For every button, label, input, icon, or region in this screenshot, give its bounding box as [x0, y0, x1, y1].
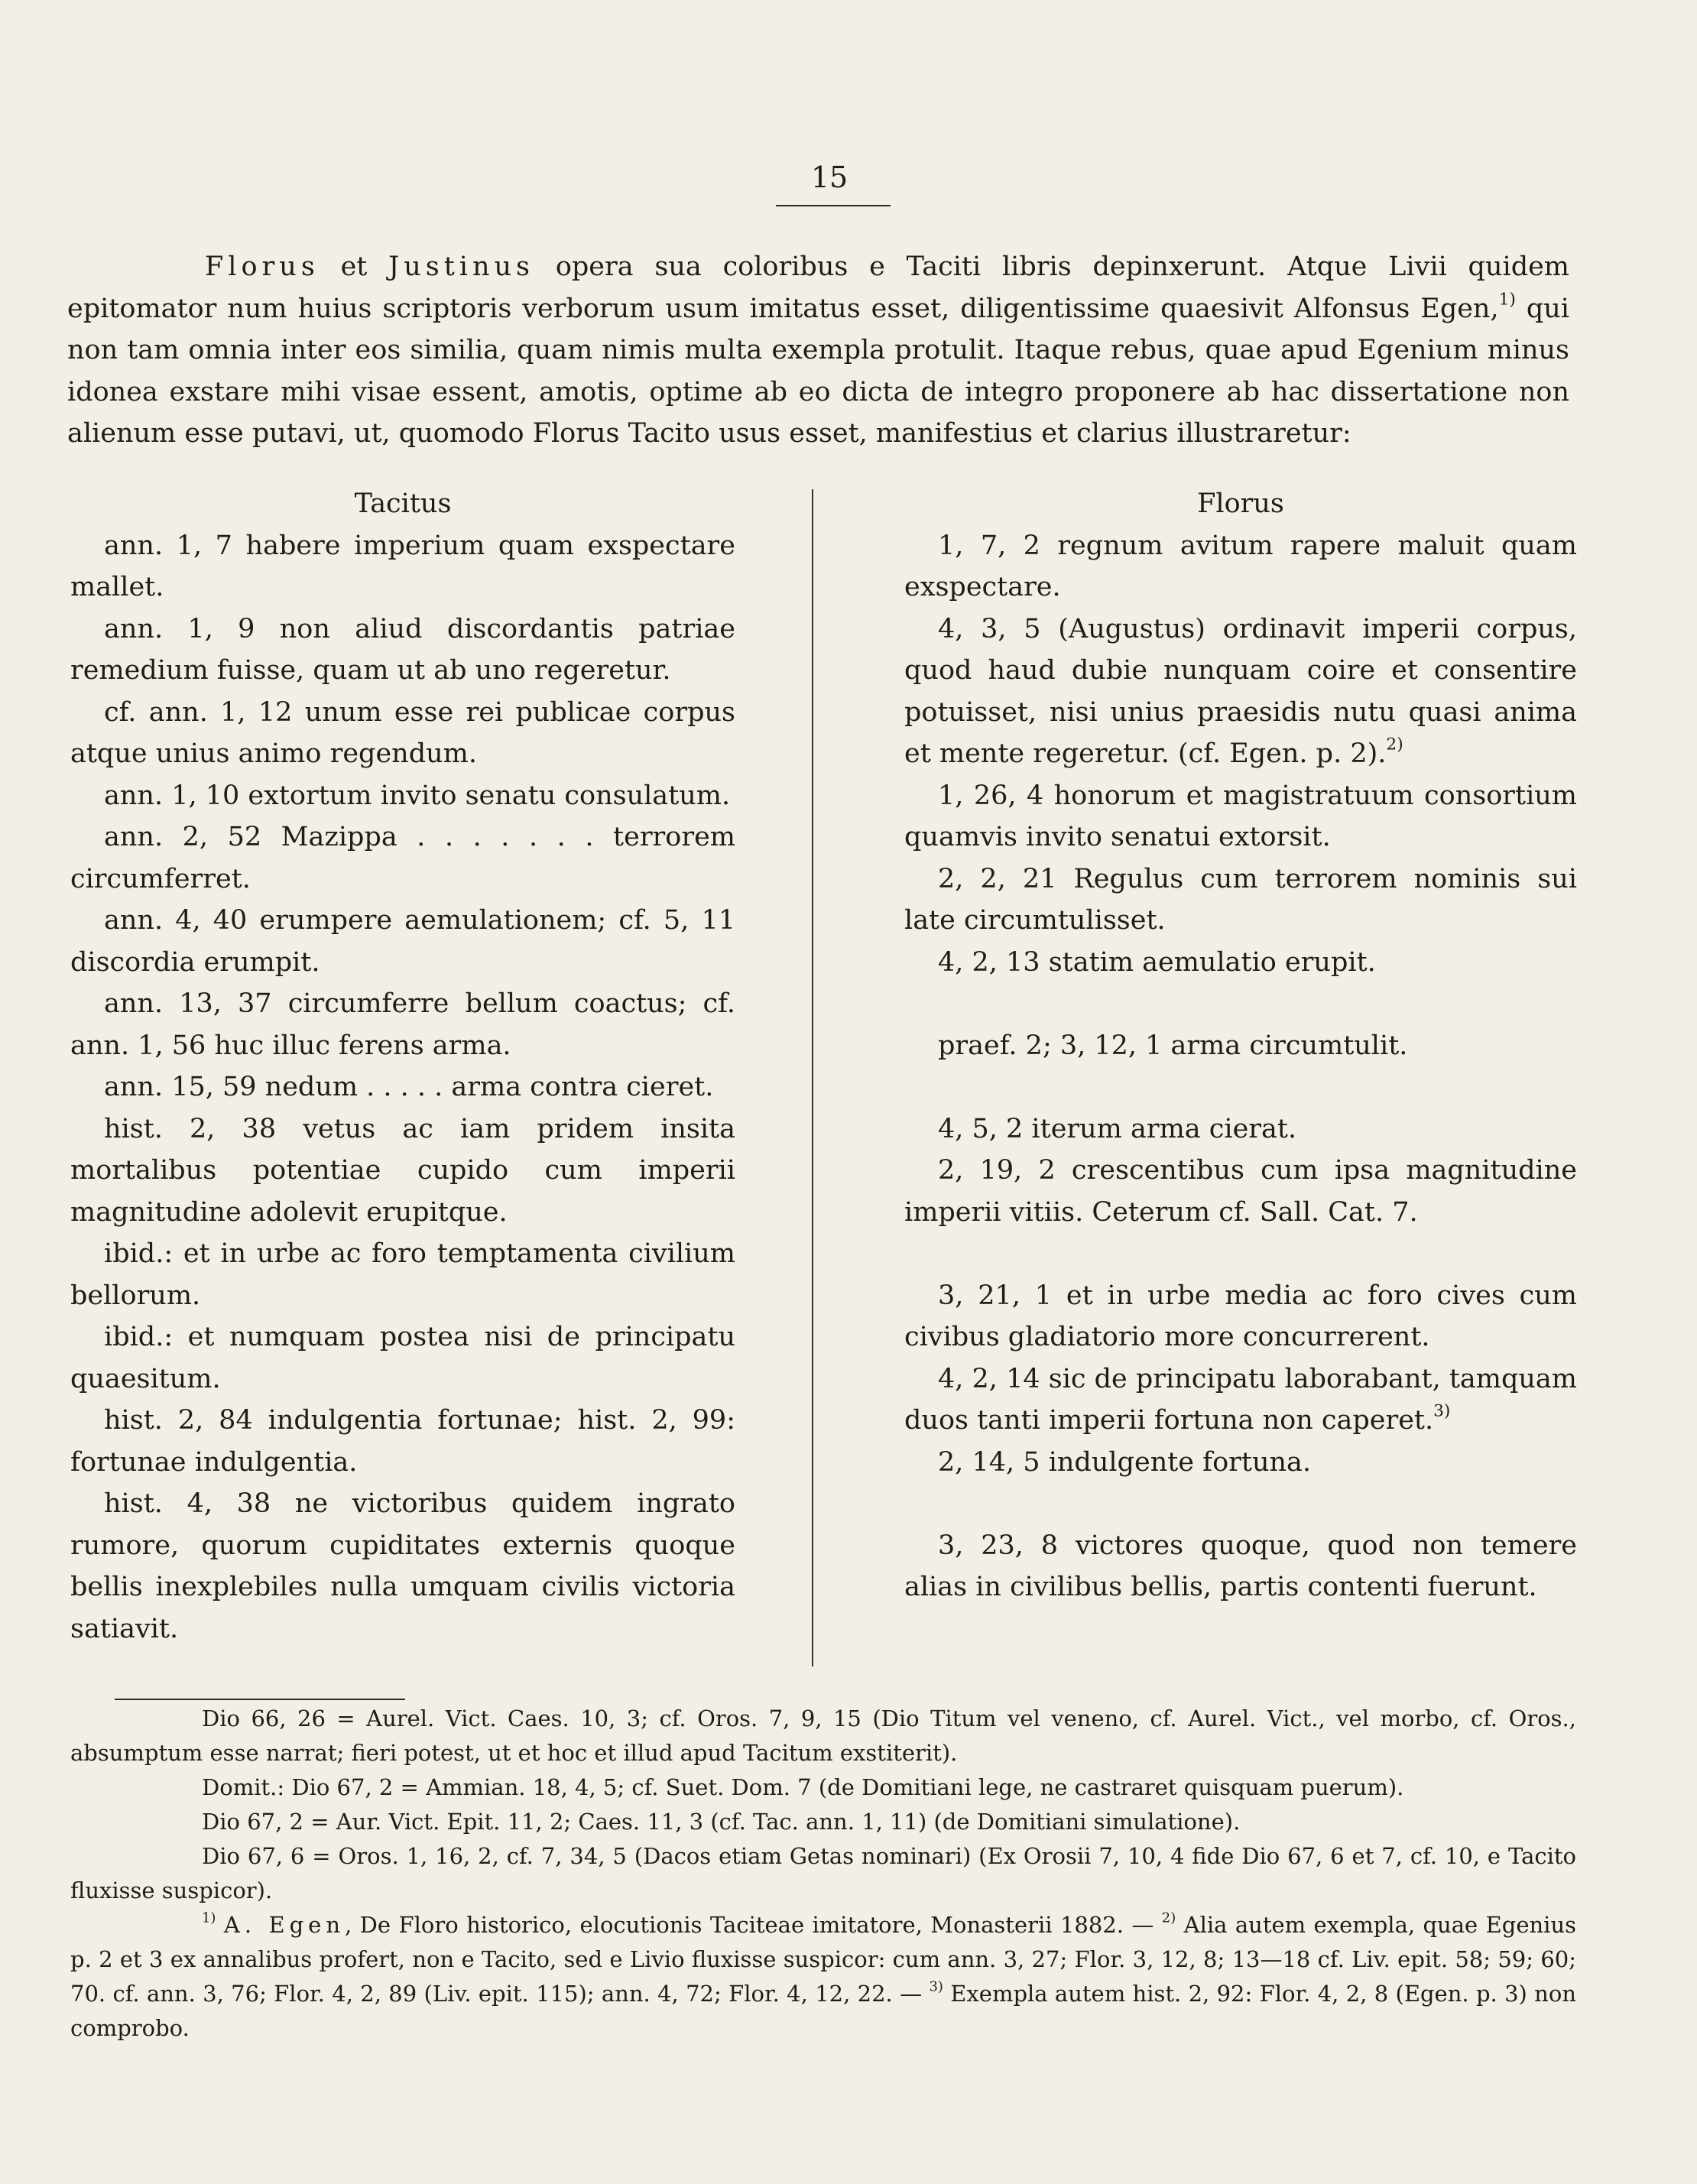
footnote-domit: Domit.: Dio 67, 2 = Ammian. 18, 4, 5; cf. Suet. Dom. 7 (de Domitiani lege, ne castraret quisquam puerum).: [202, 1774, 1404, 1800]
spacer: [904, 983, 1577, 1025]
footnote-mark-3: 3): [929, 1978, 943, 1995]
florus-column: [904, 483, 1577, 1608]
tacitus-entry: hist. 4, 38 ne victoribus quidem ingrato rumore, quorum cupiditates externis quoque bellis inexplebiles nulla umquam civilis victoria satiavit.: [70, 1488, 735, 1644]
tacitus-entry: ibid.: et in urbe ac foro temptamenta civilium bellorum.: [70, 1238, 735, 1311]
florus-entry: 1, 7, 2 regnum avitum rapere maluit quam exspectare.: [904, 530, 1577, 602]
page-number: 15: [810, 161, 848, 194]
page-number-rule: [776, 205, 891, 206]
footnote-dio-67-6: Dio 67, 6 = Oros. 1, 16, 2, cf. 7, 34, 5 (Dacos etiam Getas nominari) (Ex Orosii 7, 10, 4 fide Dio 67, 6 et 7, cf. 10, e Tacito fluxisse suspicor).: [70, 1843, 1576, 1903]
tacitus-entry: hist. 2, 84 indulgentia fortunae; hist. 2, 99: fortunae indulgentia.: [70, 1405, 735, 1478]
intro-et: et: [319, 252, 389, 282]
spacer: [904, 1233, 1577, 1275]
florus-entry: 3, 21, 1 et in urbe media ac foro cives cum civibus gladiatorio more concurrerent.: [904, 1280, 1577, 1352]
florus-entry: 4, 2, 13 statim aemulatio erupit.: [938, 946, 1376, 978]
tacitus-entry: hist. 2, 38 vetus ac iam pridem insita mortalibus potentiae cupido cum imperii magnitudine adolevit erupitque.: [70, 1113, 735, 1228]
footnote-text-a: , De Floro historico, elocutionis Taciteae imitatore, Monasterii 1882. —: [345, 1912, 1162, 1938]
florus-entry-text: 4, 2, 14 sic de principatu laborabant, tamquam duos tanti imperii fortuna non caperet.: [904, 1363, 1577, 1436]
tacitus-entry: ann. 2, 52 Mazippa . . . . . . . terrorem circumferret.: [70, 822, 735, 894]
name-justinus: Justinus: [388, 252, 535, 282]
tacitus-entry: ann. 1, 10 extortum invito senatu consulatum.: [104, 780, 731, 811]
florus-entry: 2, 19, 2 crescentibus cum ipsa magnitudine imperii vitiis. Ceterum cf. Sall. Cat. 7.: [904, 1155, 1577, 1228]
tacitus-heading: Tacitus: [354, 488, 452, 519]
footnote-numbered: [70, 1908, 1576, 2046]
intro-paragraph: [67, 246, 1569, 455]
name-florus: Florus: [205, 252, 320, 282]
tacitus-entry: ibid.: et numquam postea nisi de principatu quaesitum.: [70, 1322, 735, 1394]
tacitus-entry: ann. 1, 7 habere imperium quam exspectare mallet.: [70, 530, 735, 602]
footnote-dio-67-2: Dio 67, 2 = Aur. Vict. Epit. 11, 2; Caes. 11, 3 (cf. Tac. ann. 1, 11) (de Domitiani simulatione).: [202, 1809, 1241, 1835]
florus-entry: 1, 26, 4 honorum et magistratuum consortium quamvis invito senatui extorsit.: [904, 780, 1577, 852]
footnote-mark-1: 1): [202, 1910, 216, 1926]
footnote-ref-2: 2): [1386, 735, 1403, 755]
florus-heading: Florus: [1197, 488, 1284, 519]
florus-entry: [904, 608, 1577, 775]
florus-entry: praef. 2; 3, 12, 1 arma circumtulit.: [938, 1030, 1408, 1061]
intro-text-a: opera sua coloribus e Taciti libris depinxerunt. Atque Livii quidem epitomator num huius scriptoris verborum usum imitatus esset, diligentissime quaesivit Alfonsus Egen,: [67, 252, 1569, 324]
intro-text-b: qui non tam omnia inter eos similia, quam nimis multa exempla protulit. Itaque rebus, quae apud Egenium minus idonea exstare mihi visae essent, amotis, optime ab eo dicta de integro proponere ab hac dissertatione non alienum esse putavi, ut, quomodo Florus Tacito usus esset, manifestius et clarius illustraretur:: [67, 293, 1569, 449]
florus-entry-text: 4, 3, 5 (Augustus) ordinavit imperii corpus, quod haud dubie nunquam coire et consentire potuisset, nisi unius praesidis nutu quasi anima et mente regeretur. (cf. Egen. p. 2).: [904, 613, 1577, 769]
florus-entry: 3, 23, 8 victores quoque, quod non temere alias in civilibus bellis, partis contenti fuerunt.: [904, 1530, 1577, 1602]
tacitus-column: [70, 483, 735, 1650]
tacitus-entry: ann. 15, 59 nedum . . . . . arma contra cieret.: [104, 1072, 714, 1102]
footnote-ref-1: 1): [1498, 290, 1516, 310]
footnote-text-c: Exempla autem hist. 2, 92: Flor. 4, 2, 8 (Egen. p. 3) non comprobo.: [70, 1981, 1576, 2041]
footnote-text-b: Alia autem exempla, quae Egenius p. 2 et 3 ex annalibus profert, non e Tacito, sed e Livio fluxisse suspicor: cum ann. 3, 27; Flor. 3, 12, 8; 13—18 cf. Liv. epit. 58; 59; 60; 70. cf. ann. 3, 76; Flor. 4, 2, 89 (Liv. epit. 115); ann. 4, 72; Flor. 4, 12, 22. —: [70, 1912, 1577, 2007]
florus-entry: 2, 14, 5 indulgente fortuna.: [938, 1446, 1312, 1478]
florus-entry: 4, 5, 2 iterum arma cierat.: [938, 1113, 1297, 1144]
tacitus-entry: ann. 13, 37 circumferre bellum coactus; cf. ann. 1, 56 huc illuc ferens arma.: [70, 988, 735, 1061]
footnote-dio-66: Dio 66, 26 = Aurel. Vict. Caes. 10, 3; cf. Oros. 7, 9, 15 (Dio Titum vel veneno, cf. Aurel. Vict., vel morbo, cf. Oros., absumptum esse narrat; fieri potest, ut et hoc et illud apud Tacitum exstiterit).: [70, 1705, 1576, 1766]
footnote-mark-2: 2): [1161, 1910, 1176, 1926]
tacitus-entry: ann. 4, 40 erumpere aemulationem; cf. 5, 11 discordia erumpit.: [70, 905, 735, 978]
spacer: [904, 1066, 1577, 1108]
footnote-rule: [115, 1699, 405, 1700]
footnotes: [70, 1702, 1576, 2046]
tacitus-entry: ann. 1, 9 non aliud discordantis patriae remedium fuisse, quam ut ab uno regeretur.: [70, 613, 735, 686]
spacer: [904, 1483, 1577, 1525]
column-divider: [812, 489, 813, 1666]
footnote-ref-3: 3): [1433, 1401, 1451, 1421]
footnote-author: A. Egen: [223, 1912, 346, 1938]
tacitus-entry: cf. ann. 1, 12 unum esse rei publicae corpus atque unius animo regendum.: [70, 696, 735, 769]
florus-entry: [904, 1358, 1577, 1442]
florus-entry: 2, 2, 21 Regulus cum terrorem nominis sui late circumtulisset.: [904, 863, 1577, 936]
